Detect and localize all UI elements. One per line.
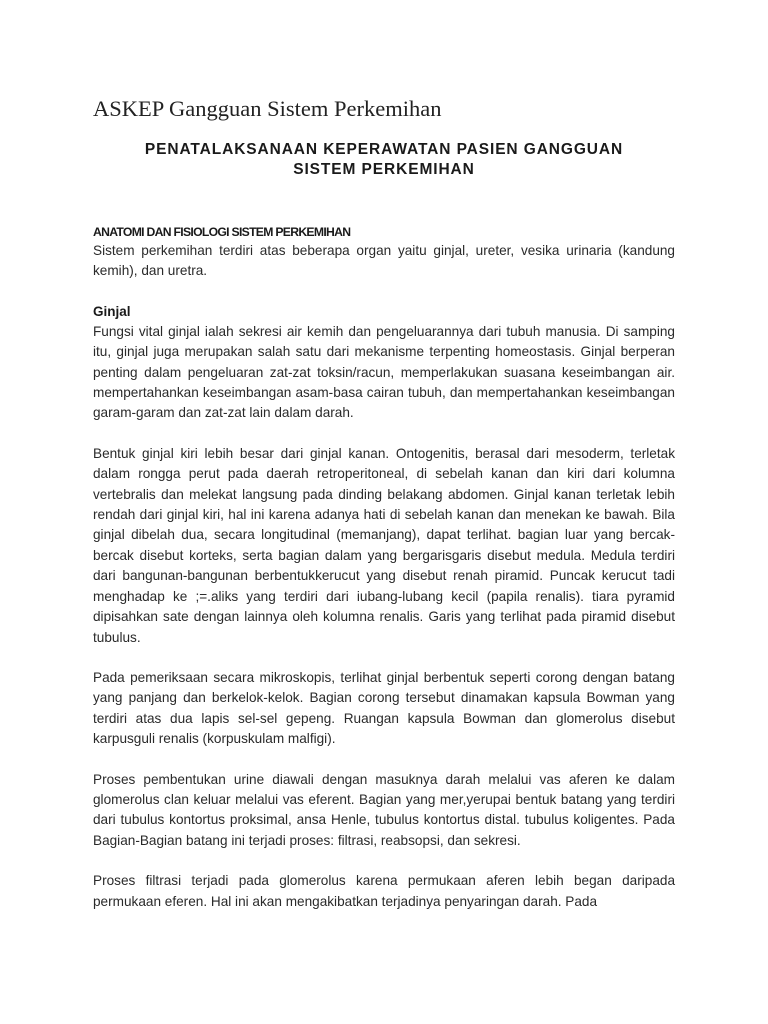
paragraph-bentuk-ginjal: Bentuk ginjal kiri lebih besar dari ginjal kanan. Ontogenitis, berasal dari mesoderm, terletak dalam rongga perut pada daerah retroperitoneal, di sebelah kanan dan kiri dari kolumna vertebralis dan melekat langsung pada dinding belakang abdomen. Ginjal kanan terletak lebih rendah dari ginjal kiri, hal ini karena adanya hati di sebelah kanan dan menekan ke bawah. Bila ginjal dibelah dua, secara longitudinal (memanjang), dapat terlihat. bagian luar yang bercak-bercak disebut korteks, serta bagian dalam yang bergarisgaris disebut medula. Medula terdiri dari bangunan-bangunan berbentukkerucut yang disebut renah piramid. Puncak kerucut tadi menghadap ke ;=.aliks yang terdiri dari iubang-lubang kecil (papila renalis). tiara pyramid dipisahkan sate dengan lainnya oleh kolumna renalis. Garis yang terlihat pada piramid disebut tubulus.: [93, 445, 675, 645]
paragraph-fungsi-ginjal: Fungsi vital ginjal ialah sekresi air kemih dan pengeluarannya dari tubuh manusia. Di samping itu, ginjal juga merupakan salah satu dari mekanisme terpenting homeostasis. Ginjal berperan penting dalam pengeluaran zat-zat toksin/racun, memperlakukan suasana keseimbangan air. mempertahankan keseimbangan asam-basa cairan tubuh, dan mempertahankan keseimbangan garam-garam dan zat-zat lain dalam darah.: [93, 323, 675, 421]
main-heading-line-2: SISTEM PERKEMIHAN: [293, 161, 475, 178]
document-title: ASKEP Gangguan Sistem Perkemihan: [93, 96, 442, 121]
subheading-ginjal: Ginjal: [93, 303, 131, 319]
intro-paragraph: Sistem perkemihan terdiri atas beberapa organ yaitu ginjal, ureter, vesika urinaria (kandung kemih), dan uretra.: [93, 243, 675, 279]
paragraph-mikroskopis: Pada pemeriksaan secara mikroskopis, terlihat ginjal berbentuk seperti corong dengan batang yang panjang dan berkelok-kelok. Bagian corong tersebut dinamakan kapsula Bowman yang terdiri atas dua lapis sel-sel gepeng. Ruangan kapsula Bowman dan glomerolus disebut karpusguli renalis (korpuskulam malfigi).: [93, 669, 675, 747]
section-heading: ANATOMI DAN FISIOLOGI SISTEM PERKEMIHAN: [93, 225, 351, 239]
document-page: [93, 94, 675, 912]
paragraph-filtrasi: Proses filtrasi terjadi pada glomerolus karena permukaan aferen lebih began daripada permukaan eferen. Hal ini akan mengakibatkan terjadinya penyaringan darah. Pada: [93, 873, 675, 909]
main-heading-line-1: PENATALAKSANAAN KEPERAWATAN PASIEN GANGGUAN: [144, 141, 624, 158]
paragraph-pembentukan-urine: Proses pembentukan urine diawali dengan masuknya darah melalui vas aferen ke dalam glomerolus clan keluar melalui vas eferent. Bagian yang mer,yerupai bentuk batang yang terdiri dari tubulus kontortus proksimal, ansa Henle, tubulus kontortus distal. tubulus koligentes. Pada Bagian-Bagian batang ini terjadi proses: filtrasi, reabsopsi, dan sekresi.: [93, 771, 675, 848]
main-heading: [93, 140, 675, 180]
